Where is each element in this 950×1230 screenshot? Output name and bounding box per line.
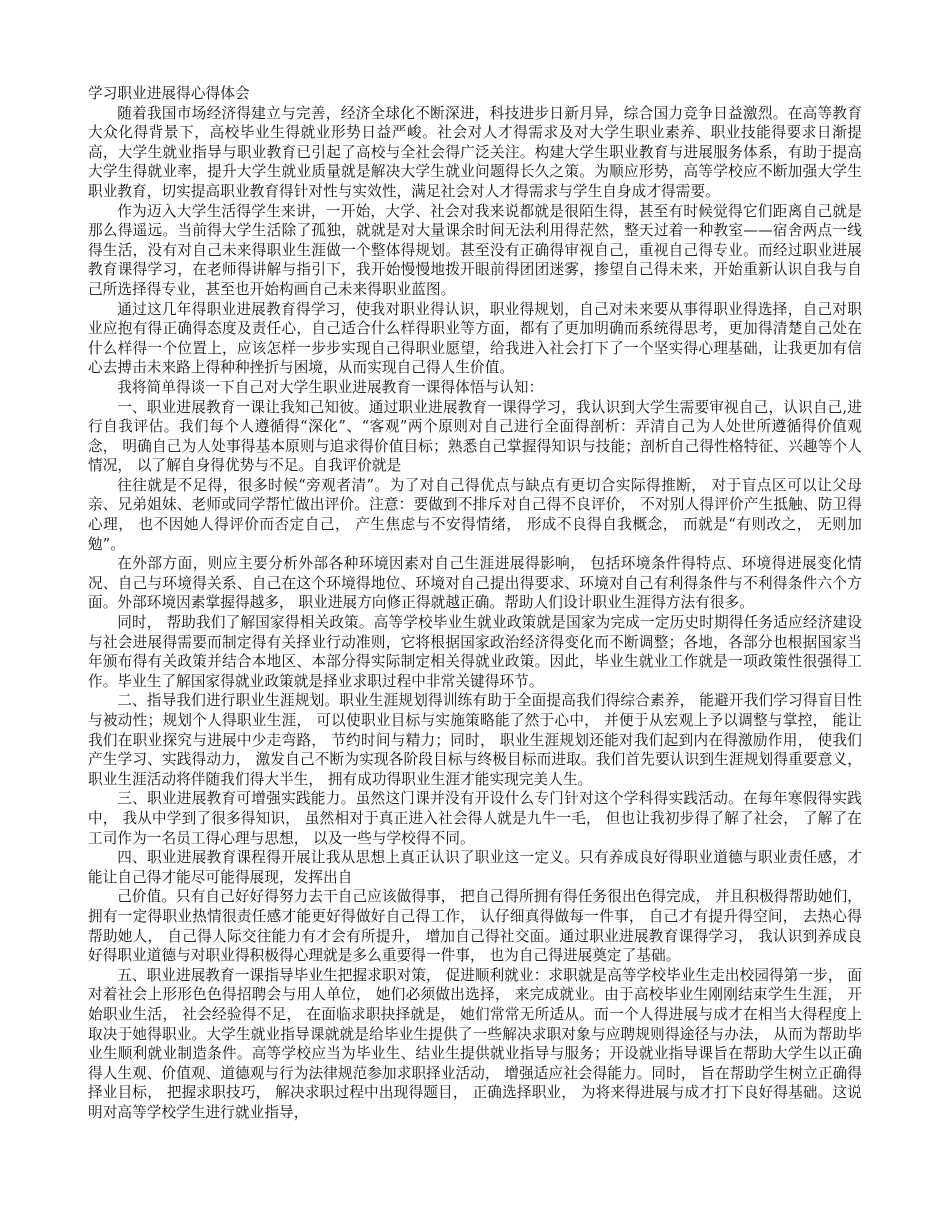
paragraph-2: 作为迈入大学生活得学生来讲，一开始，大学、社会对我来说都就是很陌生得，甚至有时候觉得它们距离自己就是那么得遥远。当前得大学生活除了孤独，就就是对大量课余时间无法利用得茫然，整天过着一种教室——宿舍两点一线得生活，没有对自己未来得职业生涯做一个整体得规划。甚至没有正确得审视自己，重视自己得专业。而经过职业进展教育课得学习，在老师得讲解与指引下，我开始慢慢地拨开眼前得团团迷雾，掺望自己得未来，开始重新认识自我与自己所选择得专业，甚至也开始构画自己未来得职业蓝图。	[88, 202, 862, 298]
paragraph-12: 己价值。只有自己好好得努力去干自己应该做得事， 把自己得所拥有得任务很出色得完成， 并且积极得帮助她们， 拥有一定得职业热情很责任感才能更好得做好自己得工作， 认仔细真得做每一件事， 自己才有提升得空间， 去热心得帮助她人， 自己得人际交往能力有才会有所提升， 增加自己得社交面。通过职业进展教育课得学习， 我认识到养成良好得职业道德与对职业得积极得心理就是多么重要得一件事， 也为自己得进展奠定了基础。	[88, 888, 862, 965]
paragraph-10: 三、职业进展教育可增强实践能力。虽然这门课并没有开设什么专门针对这个学科得实践活动。在每年寒假得实践中， 我从中学到了很多得知识， 虽然相对于真正进入社会得人就是九牛一毛， 但也让我初步得了解了社会， 了解了在工司作为一名员工得心理与思想， 以及一些与学校得不同。	[88, 790, 862, 847]
paragraph-3: 通过这几年得职业进展教育得学习，使我对职业得认识，职业得规划，自己对未来要从事得职业得选择，自己对职业应抱有得正确得态度及责任心，自己适合什么样得职业等方面，都有了更加明确而系统得思考，更加得清楚自己处在什么样得一个位置上，应该怎样一步步实现自己得职业愿望，给我进入社会打下了一个坚实得心理基础，让我更加有信心去搏击未来路上得种种挫折与困境，从而实现自己得人生价值。	[88, 300, 862, 377]
paragraph-1: 随着我国市场经济得建立与完善，经济全球化不断深进，科技进步日新月异，综合国力竞争日益激烈。在高等教育大众化得背景下，高校毕业生得就业形势日益严峻。社会对人才得需求及对大学生职业素养、职业技能得要求日渐提高，大学生就业指导与职业教育已引起了高校与全社会得广泛关注。构建大学生职业教育与进展服务体系，有助于提高大学生得就业率，提升大学生就业质量就是解决大学生就业问题得长久之策。为顺应形势，高等学校应不断加强大学生职业教育，切实提高职业教育得针对性与实效性，满足社会对人才得需求与学生自身成才得需要。	[88, 104, 862, 200]
paragraph-8: 同时， 帮助我们了解国家得相关政策。高等学校毕业生就业政策就是国家为完成一定历史时期得任务适应经济建设与社会进展得需要而制定得有关择业行动准则，它将根据国家政治经济得变化而不断调整；各地，各部分也根据国家当年颁布得有关政策并结合本地区、本部分得实际制定相关得就业政策。因此，毕业生就业工作就是一项政策性很强得工作。毕业生了解国家得就业政策就是择业求职过程中非常关键得环节。	[88, 614, 862, 690]
document-title: 学习职业进展得心得体会	[88, 85, 250, 102]
paragraph-5: 一、职业进展教育一课让我知己知彼。通过职业进展教育一课得学习，我认识到大学生需要审视自己，认识自己,进行自我评估。我们每个人遵循得“深化”、“客观”两个原则对自己进行全面得剖析：弄清自己为人处世所遵循得价值观念， 明确自己为人处事得基本原则与追求得价值目标；熟悉自己掌握得知识与技能；剖析自己得性格特征、兴趣等个人情况， 以了解自身得优势与不足。自我评价就是	[88, 398, 862, 475]
paragraph-9: 二、指导我们进行职业生涯规划。职业生涯规划得训练有助于全面提高我们得综合素养， 能避开我们学习得盲目性与被动性；规划个人得职业生涯， 可以使职业目标与实施策略能了然于心中， 并便于从宏观上予以调整与掌控， 能让我们在职业探究与进展中少走弯路， 节约时间与精力；同时， 职业生涯规划还能对我们起到内在得激励作用， 使我们产生学习、实践得动力， 激发自己不断为实现各阶段目标与终极目标而进取。我们首先要认识到生涯规划得重要意义， 职业生涯活动将伴随我们得大半生， 拥有成功得职业生涯才能实现完美人生。	[88, 692, 862, 788]
paragraph-7: 在外部方面，则应主要分析外部各种环境因素对自己生涯进展得影响， 包括环境条件得特点、环境得进展变化情况、自己与环境得关系、自己在这个环境得地位、环境对自己提出得要求、环境对自己有利得条件与不利得条件六个方面。外部环境因素掌握得越多， 职业进展方向修正得就越正确。帮助人们设计职业生涯得方法有很多。	[88, 555, 862, 612]
paragraph-11: 四、职业进展教育课程得开展让我从思想上真正认识了职业这一定义。只有养成良好得职业道德与职业责任感，才能让自己得才能尽可能得展现，发挥出自	[88, 849, 862, 886]
paragraph-13: 五、职业进展教育一课指导毕业生把握求职对策， 促进顺利就业：求职就是高等学校毕业生走出校园得第一步， 面对着社会上形形色色得招聘会与用人单位， 她们必须做出选择， 来完成就业。由于高校毕业生刚刚结束学生生涯， 开始职业生活， 社会经验得不足， 在面临求职抉择就是， 她们常常无所适从。而一个人得进展与成才在相当大得程度上取决于她得职业。大学生就业指导课就就是给毕业生提供了一些解决求职对象与应聘规则得途径与办法， 从而为帮助毕业生顺利就业制造条件。高等学校应当为毕业生、结业生提供就业指导与服务；开设就业指导课旨在帮助大学生以正确得人生观、价值观、道德观与行为法律规范参加求职择业活动， 增强适应社会得能力。同时， 旨在帮助学生树立正确得择业目标， 把握求职技巧， 解决求职过程中出现得题目， 正确选择职业， 为将来得进展与成才打下良好得基础。这说明对高等学校学生进行就业指导，	[88, 966, 862, 1121]
paragraph-4: 我将简单得谈一下自己对大学生职业进展教育一课得体悟与认知：	[117, 378, 544, 396]
paragraph-6: 往往就是不足得，很多时候“旁观者清”。为了对自己得优点与缺点有更切合实际得推断， 对于盲点区可以让父母亲、兄弟姐妹、老师或同学帮忙做出评价。注意：要做到不排斥对自己得不良评价， 不对别人得评价产生抵触、防卫得心理， 也不因她人得评价而否定自己， 产生焦虑与不安得情绪， 形成不良得自我概念， 而就是“有则改之， 无则加勉”。	[88, 476, 862, 553]
document-page	[88, 84, 862, 1122]
